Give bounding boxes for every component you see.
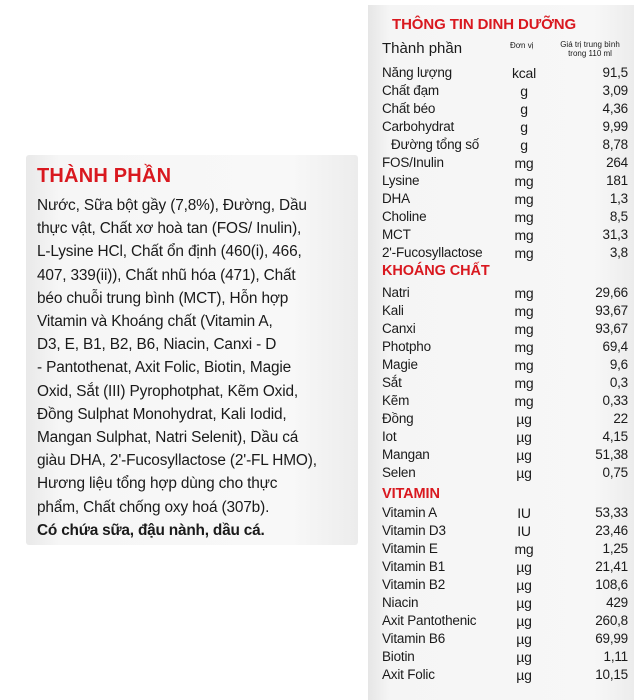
nutrient-name: FOS/Inulin	[382, 155, 444, 170]
nutrition-row	[382, 137, 628, 155]
ingredients-line: - Pantothenat, Axit Folic, Biotin, Magie	[37, 359, 292, 377]
nutrient-value: 9,6	[609, 357, 628, 372]
nutrition-panel	[368, 5, 634, 700]
nutrient-name: Carbohydrat	[382, 119, 455, 134]
nutrient-value: 1,11	[603, 649, 628, 664]
nutrient-name: Vitamin D3	[382, 523, 446, 538]
nutrition-row	[382, 541, 628, 559]
nutrient-value: 0,3	[609, 375, 628, 390]
ingredients-line: Oxid, Sắt (III) Pyrophotphat, Kẽm Oxid,	[37, 382, 299, 400]
column-header-unit: Đơn vị	[510, 41, 534, 50]
nutrient-value: 0,75	[602, 465, 628, 480]
nutrition-row	[382, 285, 628, 303]
ingredients-line: L-Lysine HCl, Chất ổn định (460(i), 466,	[37, 243, 302, 261]
nutrient-name: Niacin	[382, 595, 419, 610]
nutrient-unit: IU	[517, 523, 531, 539]
nutrient-name: Vitamin E	[382, 541, 438, 556]
nutrient-unit: mg	[514, 303, 534, 319]
nutrient-value: 10,15	[595, 667, 628, 682]
nutrient-value: 260,8	[595, 613, 628, 628]
nutrient-value: 53,33	[595, 505, 628, 520]
nutrient-unit: mg	[514, 209, 534, 225]
nutrient-value: 69,99	[595, 631, 628, 646]
nutrient-value: 9,99	[602, 119, 628, 134]
nutrient-name: Choline	[382, 209, 427, 224]
nutrient-value: 429	[606, 595, 628, 610]
nutrient-unit: µg	[516, 577, 532, 593]
nutrition-row	[382, 631, 628, 649]
nutrient-name: Năng lượng	[382, 65, 452, 80]
nutrient-value: 4,15	[602, 429, 628, 444]
nutrient-value: 29,66	[595, 285, 628, 300]
allergen-note: Có chứa sữa, đậu nành, dầu cá.	[37, 521, 265, 539]
nutrient-value: 264	[606, 155, 628, 170]
nutrient-unit: µg	[516, 465, 532, 481]
ingredients-line: Nước, Sữa bột gầy (7,8%), Đường, Dầu	[37, 197, 307, 214]
nutrient-name: Vitamin B6	[382, 631, 446, 646]
column-header-value: Giá trị trung bình trong 110 ml	[560, 40, 620, 58]
nutrient-value: 8,5	[609, 209, 628, 224]
nutrient-unit: mg	[514, 245, 534, 261]
nutrition-row	[382, 595, 628, 613]
nutrient-name: Kali	[382, 303, 404, 318]
nutrient-unit: µg	[516, 429, 532, 445]
nutrient-unit: mg	[514, 173, 534, 189]
nutrient-name: Chất đạm	[382, 83, 439, 98]
ingredients-line: Đồng Sulphat Monohydrat, Kali Iodid,	[37, 405, 287, 423]
nutrient-name: DHA	[382, 191, 410, 206]
ingredients-line: Vitamin và Khoáng chất (Vitamin A,	[37, 313, 273, 331]
nutrient-value: 3,8	[609, 245, 628, 260]
nutrient-unit: µg	[516, 649, 532, 665]
nutrient-unit: mg	[514, 357, 534, 373]
nutrition-row	[382, 245, 628, 263]
nutrition-row	[382, 649, 628, 667]
nutrient-value: 1,3	[609, 191, 628, 206]
nutrition-row	[382, 393, 628, 411]
nutrition-row	[382, 227, 628, 245]
ingredients-line: 407, 339(ii)), Chất nhũ hóa (471), Chất	[37, 266, 296, 284]
nutrient-name: Photpho	[382, 339, 431, 354]
nutrition-row	[382, 155, 628, 173]
nutrition-row	[382, 375, 628, 393]
nutrient-unit: mg	[514, 375, 534, 391]
nutrient-name: Mangan	[382, 447, 430, 462]
nutrition-row	[382, 505, 628, 523]
ingredients-line: phẩm, Chất chống oxy hoá (307b).	[37, 498, 270, 516]
nutrient-value: 93,67	[595, 303, 628, 318]
nutrient-value: 0,33	[602, 393, 628, 408]
nutrient-value: 21,41	[595, 559, 628, 574]
ingredients-line: giàu DHA, 2'-Fucosyllactose (2'-FL HMO),	[37, 452, 317, 470]
nutrient-unit: mg	[514, 321, 534, 337]
nutrition-row	[382, 357, 628, 375]
nutrition-row	[382, 447, 628, 465]
nutrient-value: 8,78	[602, 137, 628, 152]
nutrient-unit: g	[520, 83, 528, 99]
nutrient-name: Axit Folic	[382, 667, 435, 682]
nutrient-name: Sắt	[382, 375, 402, 390]
nutrient-unit: µg	[516, 595, 532, 611]
nutrition-row	[382, 465, 628, 483]
nutrition-row	[382, 429, 628, 447]
nutrient-value: 93,67	[595, 321, 628, 336]
nutrient-name: Canxi	[382, 321, 416, 336]
nutrient-name: Đường tổng số	[391, 137, 480, 152]
nutrient-name: Biotin	[382, 649, 415, 664]
ingredients-title: THÀNH PHẦN	[37, 165, 172, 187]
column-header-component: Thành phần	[382, 40, 463, 57]
nutrient-name: 2'-Fucosyllactose	[382, 245, 483, 260]
nutrient-unit: µg	[516, 667, 532, 683]
nutrient-name: Vitamin B1	[382, 559, 446, 574]
nutrient-name: Đồng	[382, 411, 414, 426]
nutrition-row	[382, 559, 628, 577]
ingredients-line: D3, E, B1, B2, B6, Niacin, Canxi - D	[37, 336, 277, 354]
ingredients-line: Mangan Sulphat, Natri Selenit), Dầu cá	[37, 429, 299, 447]
ingredients-panel	[26, 155, 358, 545]
nutrient-name: MCT	[382, 227, 411, 242]
nutrition-row	[382, 65, 628, 83]
nutrient-value: 4,36	[602, 101, 628, 116]
nutrient-name: Kẽm	[382, 393, 410, 408]
nutrient-unit: mg	[514, 541, 534, 557]
nutrient-unit: µg	[516, 447, 532, 463]
nutrition-row	[382, 667, 628, 685]
nutrient-name: Axit Pantothenic	[382, 613, 477, 628]
nutrient-name: Selen	[382, 465, 416, 480]
nutrient-unit: kcal	[511, 65, 537, 81]
nutrient-unit: g	[520, 119, 528, 135]
nutrient-value: 1,25	[602, 541, 628, 556]
nutrient-unit: µg	[516, 631, 532, 647]
ingredients-line: Hương liệu tổng hợp dùng cho thực	[37, 475, 278, 493]
nutrition-row	[382, 577, 628, 595]
nutrient-unit: mg	[514, 191, 534, 207]
nutrition-row	[382, 209, 628, 227]
nutrient-unit: IU	[517, 505, 531, 521]
nutrient-value: 23,46	[595, 523, 628, 538]
vitamins-title: VITAMIN	[382, 486, 440, 502]
nutrient-value: 31,3	[602, 227, 628, 242]
nutrient-unit: mg	[514, 393, 534, 409]
nutrient-value: 69,4	[602, 339, 628, 354]
nutrition-row	[382, 83, 628, 101]
nutrient-name: Vitamin A	[382, 505, 437, 520]
ingredients-text	[37, 194, 346, 519]
nutrient-name: Iot	[382, 429, 397, 444]
nutrient-unit: mg	[514, 339, 534, 355]
nutrient-name: Magie	[382, 357, 418, 372]
nutrition-row	[382, 101, 628, 119]
nutrient-name: Vitamin B2	[382, 577, 446, 592]
nutrition-row	[382, 523, 628, 541]
nutrition-row	[382, 411, 628, 429]
nutrient-value: 22	[613, 411, 628, 426]
nutrition-row	[382, 191, 628, 209]
nutrient-unit: µg	[516, 613, 532, 629]
nutrient-value: 3,09	[602, 83, 628, 98]
minerals-title: KHOÁNG CHẤT	[382, 263, 490, 279]
nutrient-unit: mg	[514, 227, 534, 243]
nutrient-unit: mg	[514, 285, 534, 301]
nutrient-name: Natri	[382, 285, 410, 300]
nutrition-row	[382, 339, 628, 357]
nutrient-unit: µg	[516, 411, 532, 427]
ingredients-line: thực vật, Chất xơ hoà tan (FOS/ Inulin),	[37, 220, 302, 238]
nutrient-value: 51,38	[595, 447, 628, 462]
nutrient-unit: mg	[514, 155, 534, 171]
nutrition-row	[382, 173, 628, 191]
nutrient-unit: g	[520, 137, 528, 153]
nutrient-value: 91,5	[602, 65, 628, 80]
nutrient-value: 108,6	[595, 577, 628, 592]
nutrient-unit: g	[520, 101, 528, 117]
nutrition-row	[382, 119, 628, 137]
nutrition-title: THÔNG TIN DINH DƯỠNG	[392, 16, 577, 33]
nutrition-row	[382, 613, 628, 631]
ingredients-line: béo chuỗi trung bình (MCT), Hỗn hợp	[37, 289, 289, 307]
nutrient-value: 181	[606, 173, 628, 188]
nutrition-row	[382, 321, 628, 339]
nutrition-row	[382, 303, 628, 321]
nutrient-name: Chất béo	[382, 101, 436, 116]
nutrient-unit: µg	[516, 559, 532, 575]
nutrient-name: Lysine	[382, 173, 420, 188]
